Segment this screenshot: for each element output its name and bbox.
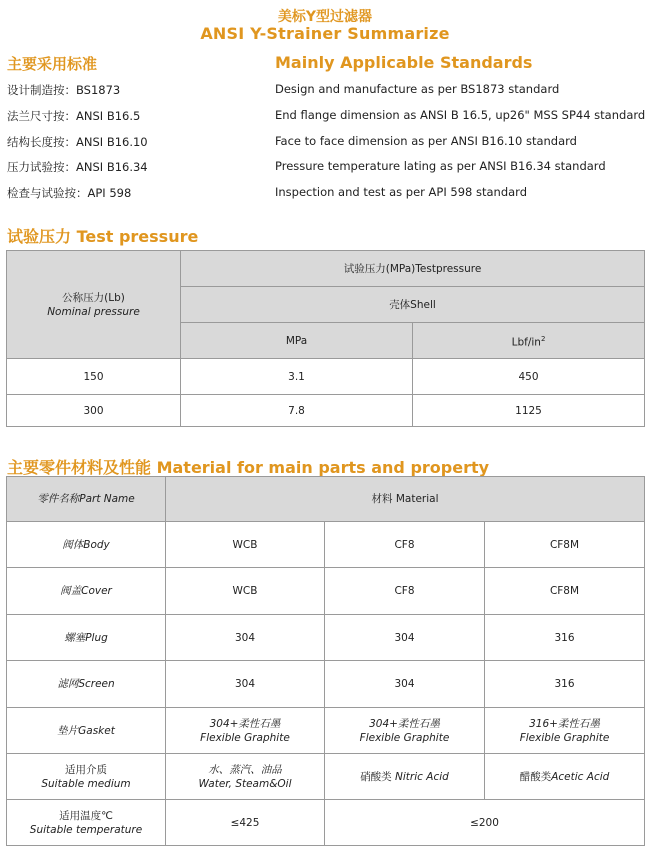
gasket-material-en: Flexible Graphite — [359, 731, 450, 744]
shell-header: 壳体Shell — [181, 287, 645, 323]
standard-cn: 结构长度按：ANSI B16.10 — [7, 135, 148, 149]
medium-en: Water, Steam&Oil — [198, 777, 292, 790]
standards-heading-cn: 主要采用标准 — [7, 55, 98, 73]
unit-lbf-superscript: 2 — [540, 334, 546, 343]
unit-mpa-header: MPa — [181, 323, 413, 359]
material-cell: CF8M — [485, 522, 645, 568]
material-cell: 304 — [325, 615, 485, 661]
standard-cn: 压力试验按：ANSI B16.34 — [7, 160, 148, 174]
material-cell: 304 — [166, 661, 325, 708]
test-pressure-header: 试验压力(MPa)Testpressure — [181, 251, 645, 287]
materials-heading: 主要零件材料及性能 Material for main parts and property — [7, 458, 490, 477]
material-cell: WCB — [166, 568, 325, 615]
medium-part-en: Suitable medium — [41, 777, 131, 790]
temperature-part-cell — [7, 800, 166, 846]
material-cell: CF8M — [485, 568, 645, 615]
test-pressure-table — [6, 250, 645, 427]
table-row — [7, 661, 645, 708]
nominal-cell: 300 — [7, 395, 181, 427]
material-cell: 304 — [325, 661, 485, 708]
material-cell: 304 — [166, 615, 325, 661]
table-row — [7, 708, 645, 754]
table-row — [7, 754, 645, 800]
temperature-part-en: Suitable temperature — [29, 823, 143, 836]
material-cell: WCB — [166, 522, 325, 568]
part-cell: 阀盖Cover — [7, 568, 166, 615]
standard-en: Pressure temperature lating as per ANSI B16.34 standard — [275, 159, 606, 173]
standard-cn: 法兰尺寸按：ANSI B16.5 — [7, 109, 141, 123]
material-cell: 316 — [485, 661, 645, 708]
nominal-cell: 150 — [7, 359, 181, 395]
table-row — [7, 359, 645, 395]
medium-part-cell — [7, 754, 166, 800]
medium-cn: 醋酸类 — [519, 770, 552, 783]
medium-cn: 水、蒸汽、油品 — [208, 763, 282, 776]
standard-row — [0, 108, 650, 128]
part-cell: 垫片Gasket — [7, 708, 166, 754]
table-row — [7, 800, 645, 846]
medium-cell — [325, 754, 485, 800]
standard-row — [0, 185, 650, 205]
lbf-cell: 450 — [413, 359, 645, 395]
nominal-pressure-header — [7, 251, 181, 359]
nominal-pressure-en: Nominal pressure — [47, 305, 140, 318]
gasket-material-cell — [485, 708, 645, 754]
part-cell: 螺塞Plug — [7, 615, 166, 661]
material-cell: CF8 — [325, 522, 485, 568]
test-pressure-heading: 试验压力 Test pressure — [7, 227, 199, 246]
gasket-material-en: Flexible Graphite — [200, 731, 290, 744]
medium-cell — [166, 754, 325, 800]
material-cell: CF8 — [325, 568, 485, 615]
standard-row — [0, 159, 650, 179]
medium-en: Acetic Acid — [551, 770, 610, 783]
material-cell: 316 — [485, 615, 645, 661]
standard-en: End flange dimension as ANSI B 16.5, up26" MSS SP44 standard — [275, 108, 646, 122]
nominal-pressure-cn: 公称压力(Lb) — [62, 291, 125, 304]
gasket-material-cn: 304+柔性石墨 — [209, 717, 281, 730]
temperature-part-cn: 适用温度℃ — [59, 809, 113, 822]
standard-row — [0, 82, 650, 102]
gasket-material-en: Flexible Graphite — [519, 731, 610, 744]
standard-en: Face to face dimension as per ANSI B16.10 standard — [275, 134, 577, 148]
page-title-cn: 美标Y型过滤器 — [277, 9, 373, 25]
medium-cn: 硝酸类 — [360, 770, 392, 783]
materials-table — [6, 476, 645, 846]
temperature-cell: ≤200 — [325, 800, 645, 846]
standards-heading-en: Mainly Applicable Standards — [275, 53, 533, 72]
part-cell: 滤网Screen — [7, 661, 166, 708]
table-row — [7, 568, 645, 615]
medium-en: Nitric Acid — [395, 770, 449, 783]
gasket-material-cell — [325, 708, 485, 754]
medium-part-cn: 适用介质 — [65, 763, 107, 776]
standard-cn: 设计制造按：BS1873 — [7, 83, 121, 97]
standard-row — [0, 134, 650, 154]
mpa-cell: 7.8 — [181, 395, 413, 427]
table-row — [7, 395, 645, 427]
standard-en: Design and manufacture as per BS1873 standard — [275, 82, 560, 96]
unit-lbf: Lbf/in — [511, 336, 541, 349]
table-row — [7, 615, 645, 661]
unit-lbf-header — [413, 323, 645, 359]
standard-cn: 检查与试验按：API 598 — [7, 186, 132, 200]
gasket-material-cell — [166, 708, 325, 754]
medium-cell — [485, 754, 645, 800]
lbf-cell: 1125 — [413, 395, 645, 427]
part-name-header: 零件名称Part Name — [7, 477, 166, 522]
material-header: 材料 Material — [166, 477, 645, 522]
table-row — [7, 522, 645, 568]
page-title-en: ANSI Y-Strainer Summarize — [200, 24, 450, 43]
temperature-cell: ≤425 — [166, 800, 325, 846]
part-cell: 阀体Body — [7, 522, 166, 568]
standard-en: Inspection and test as per API 598 standard — [275, 185, 528, 199]
gasket-material-cn: 304+柔性石墨 — [369, 717, 440, 730]
mpa-cell: 3.1 — [181, 359, 413, 395]
gasket-material-cn: 316+柔性石墨 — [529, 717, 600, 730]
